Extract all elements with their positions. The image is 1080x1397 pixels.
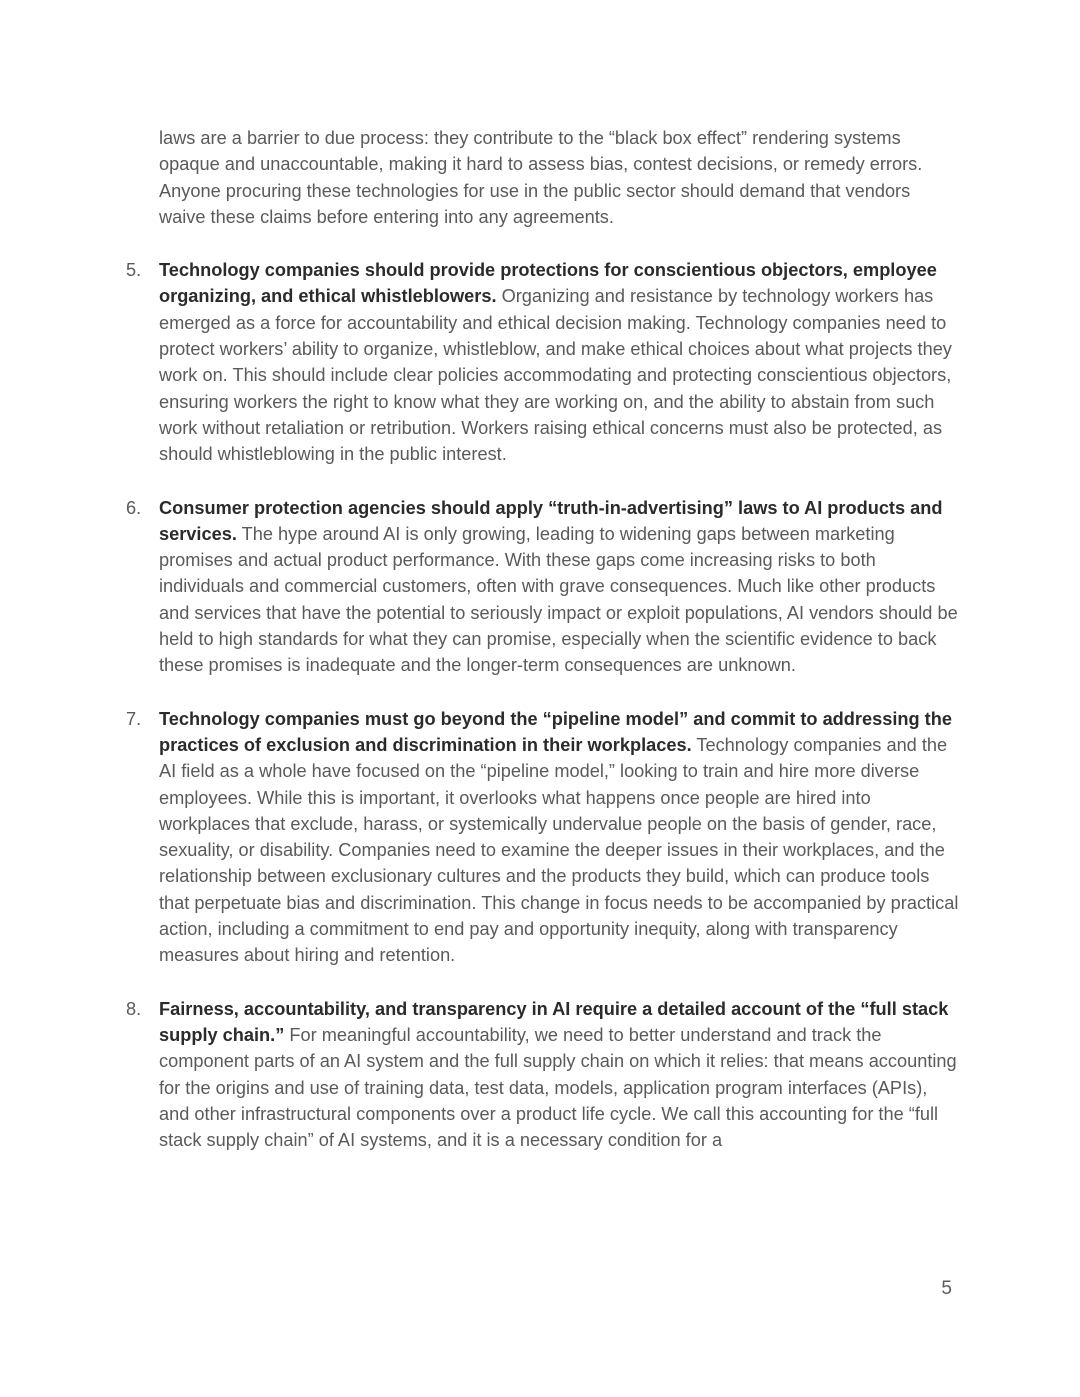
recommendation-body: The hype around AI is only growing, leading to widening gaps between marketing promises and actual product performance. With these gaps come increasing risks to both individuals and commercial customers, often with grave consequences. Much like other products and services that have the potential to seriously impact or exploit populations, AI vendors should be held to high standards for what they can promise, especially when the scientific evidence to back these promises is inadequate and the longer-term consequences are unknown. xyxy=(159,523,958,676)
recommendation-heading: Consumer protection agencies should apply “truth-in-advertising” laws to AI products and services. xyxy=(159,497,943,544)
list-number: 7. xyxy=(126,708,142,729)
recommendations-list xyxy=(126,257,959,1153)
recommendation-heading: Fairness, accountability, and transparency in AI require a detailed account of the “full stack supply chain.” xyxy=(159,998,949,1045)
recommendation-heading: Technology companies must go beyond the “pipeline model” and commit to addressing the practices of exclusion and discrimination in their workplaces. xyxy=(159,708,952,755)
recommendation-heading: Technology companies should provide protections for conscientious objectors, employee organizing, and ethical whistleblowers. xyxy=(159,260,937,307)
recommendation-8 xyxy=(126,996,959,1154)
recommendation-6 xyxy=(126,495,959,679)
page-number: 5 xyxy=(941,1278,952,1299)
list-number: 8. xyxy=(126,998,142,1019)
recommendation-7 xyxy=(126,706,959,969)
recommendation-body: Technology companies and the AI field as a whole have focused on the “pipeline model,” looking to train and hire more diverse employees. While this is important, it overlooks what happens once people are hired into workplaces that exclude, harass, or systemically undervalue people on the basis of gender, race, sexuality, or disability. Companies need to examine the deeper issues in their workplaces, and the relationship between exclusionary cultures and the products they build, which can produce tools that perpetuate bias and discrimination. This change in focus needs to be accompanied by practical action, including a commitment to end pay and opportunity inequity, along with transparency measures about hiring and retention. xyxy=(159,734,959,966)
page-body xyxy=(126,125,959,1153)
intro-paragraph: laws are a barrier to due process: they contribute to the “black box effect” rendering systems opaque and unaccountable, making it hard to assess bias, contest decisions, or remedy errors. Anyone procuring these technologies for use in the public sector should demand that vendors waive these claims before entering into any agreements. xyxy=(159,128,923,227)
recommendation-body: For meaningful accountability, we need to better understand and track the component parts of an AI system and the full supply chain on which it relies: that means accounting for the origins and use of training data, test data, models, application program interfaces (APIs), and other infrastructural components over a product life cycle. We call this accounting for the “full stack supply chain” of AI systems, and it is a necessary condition for a xyxy=(159,1024,957,1151)
list-number: 5. xyxy=(126,260,142,281)
recommendation-5 xyxy=(126,257,959,467)
recommendation-body: Organizing and resistance by technology workers has emerged as a force for accountability and ethical decision making. Technology companies need to protect workers’ ability to organize, whistleblow, and make ethical choices about what projects they work on. This should include clear policies accommodating and protecting conscientious objectors, ensuring workers the right to know what they are working on, and the ability to abstain from such work without retaliation or retribution. Workers raising ethical concerns must also be protected, as should whistleblowing in the public interest. xyxy=(159,286,952,465)
list-number: 6. xyxy=(126,497,142,518)
